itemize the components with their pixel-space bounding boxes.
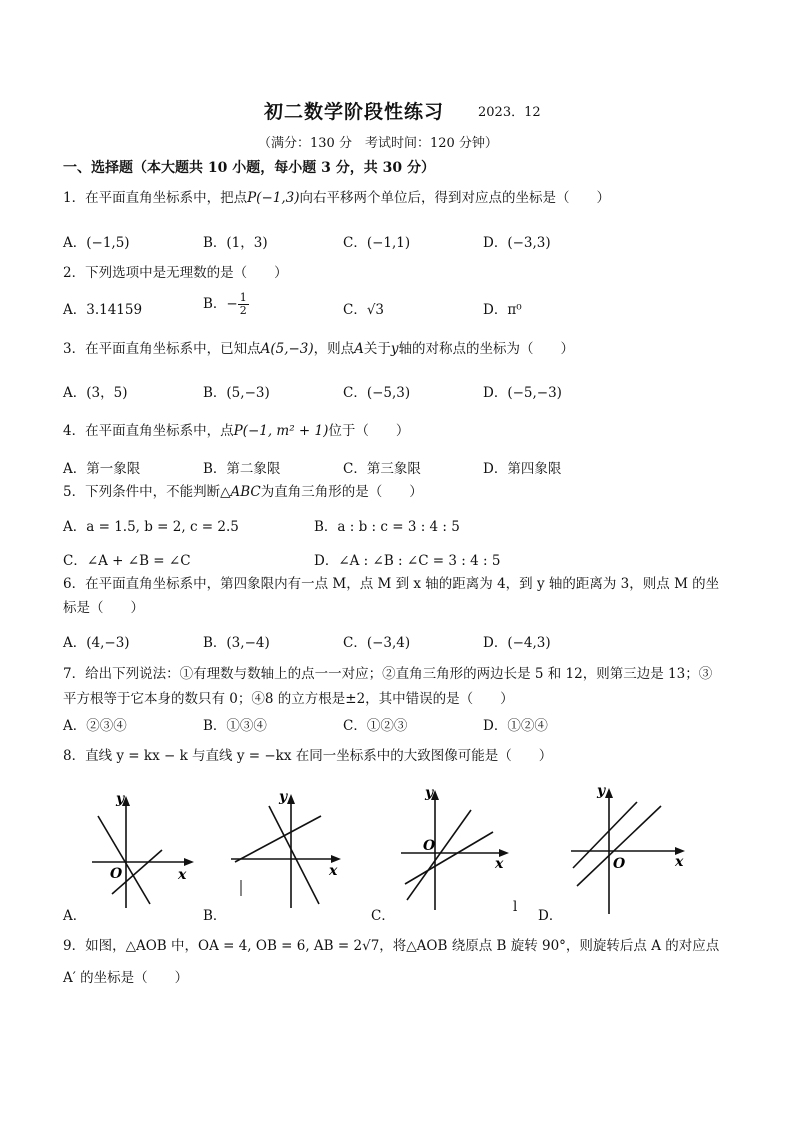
- option-5-c[interactable]: C．∠A + ∠B = ∠C: [63, 553, 191, 569]
- question-2: 2．下列选项中是无理数的是（ ）: [63, 265, 288, 281]
- option-3-c[interactable]: C．(−5,3): [343, 385, 411, 401]
- question-3-stem-d: 轴的对称点的坐标为（ ）: [398, 341, 575, 357]
- option-1-b[interactable]: B．(1，3): [203, 235, 268, 251]
- question-7-line-2: 平方根等于它本身的数只有 0；④8 的立方根是±2，其中错误的是（ ）: [63, 691, 514, 707]
- option-6-a[interactable]: A．(4,−3): [63, 635, 130, 651]
- option-8-c[interactable]: C．: [371, 908, 395, 924]
- question-4-stem-a: 4．在平面直角坐标系中，点: [63, 423, 234, 439]
- option-5-a[interactable]: A．a = 1.5, b = 2, c = 2.5: [63, 519, 239, 535]
- fraction-numerator: 1: [239, 291, 247, 304]
- option-6-d[interactable]: D．(−4,3): [483, 635, 551, 651]
- option-4-c[interactable]: C．第三象限: [343, 461, 421, 477]
- graph-d: [565, 778, 695, 918]
- question-3-axis: y: [390, 341, 399, 357]
- option-2-b-fraction: [238, 292, 249, 317]
- question-4-point: P(−1, m² + 1): [233, 423, 329, 439]
- option-4-a[interactable]: A．第一象限: [63, 461, 141, 477]
- x-axis-arrow-icon: [331, 855, 341, 863]
- origin-label: O: [423, 838, 436, 854]
- question-3-point-a: A: [354, 341, 364, 357]
- question-1: [63, 188, 610, 208]
- exam-info: （满分：130 分 考试时间：120 分钟）: [258, 136, 498, 151]
- y-label: y: [279, 789, 288, 805]
- question-9-line-1: 9．如图，△AOB 中，OA = 4, OB = 6, AB = 2√7，将△AOB 绕原点 B 旋转 90°，则旋转后点 A 的对应点: [63, 938, 720, 954]
- option-7-a[interactable]: A．②③④: [63, 718, 127, 734]
- option-5-b[interactable]: B．a : b : c = 3 : 4 : 5: [314, 519, 460, 535]
- question-3-stem-a: 3．在平面直角坐标系中，已知点: [63, 341, 261, 357]
- line-1: [573, 802, 637, 868]
- origin-label: O: [613, 856, 626, 872]
- origin-label: O: [110, 866, 123, 882]
- x-label: x: [329, 863, 338, 879]
- question-7-line-1: 7．给出下列说法：①有理数与数轴上的点一一对应；②直角三角形的两边长是 5 和 12，则第三边是 13；③: [63, 666, 713, 682]
- x-axis-arrow-icon: [184, 858, 194, 866]
- option-2-b-label: B．−: [203, 296, 238, 312]
- option-1-a[interactable]: A．(−1,5): [63, 235, 130, 251]
- x-label: x: [675, 854, 684, 870]
- option-4-d[interactable]: D．第四象限: [483, 461, 562, 477]
- y-label: y: [597, 783, 606, 799]
- option-6-b[interactable]: B．(3,−4): [203, 635, 270, 651]
- y-label: y: [425, 785, 434, 801]
- y-axis-arrow-icon: [605, 788, 613, 798]
- y-label: y: [116, 791, 125, 807]
- question-3-point: A(5,−3): [260, 341, 314, 357]
- graph-b: [225, 784, 350, 914]
- option-2-c[interactable]: C．√3: [343, 302, 385, 318]
- option-3-b[interactable]: B．(5,−3): [203, 385, 270, 401]
- question-3-stem-c: 关于: [363, 341, 391, 357]
- section-heading: 一、选择题（本大题共 10 小题，每小题 3 分，共 30 分）: [63, 160, 435, 176]
- line-1: [98, 816, 150, 904]
- question-5: [63, 482, 423, 502]
- question-1-stem-b: 向右平移两个单位后，得到对应点的坐标是（ ）: [299, 190, 610, 206]
- option-7-b[interactable]: B．①③④: [203, 718, 267, 734]
- graph-a: [80, 786, 200, 916]
- exam-date: 2023．12: [478, 105, 541, 120]
- option-6-c[interactable]: C．(−3,4): [343, 635, 411, 651]
- y-axis-arrow-icon: [287, 794, 295, 804]
- option-3-d[interactable]: D．(−5,−3): [483, 385, 562, 401]
- option-7-c[interactable]: C．①②③: [343, 718, 408, 734]
- question-1-point: P(−1,3): [247, 190, 300, 206]
- option-1-d[interactable]: D．(−3,3): [483, 235, 551, 251]
- line-2: [577, 806, 661, 886]
- question-5-stem-a: 5．下列条件中，不能判断: [63, 484, 221, 500]
- option-3-a[interactable]: A．(3，5): [63, 385, 128, 401]
- question-6-line-2: 标是（ ）: [63, 600, 144, 616]
- x-label: x: [178, 867, 187, 883]
- question-4: [63, 421, 409, 441]
- option-7-d[interactable]: D．①②④: [483, 718, 548, 734]
- question-4-stem-b: 位于（ ）: [328, 423, 410, 439]
- option-8-a[interactable]: A．: [63, 908, 87, 924]
- question-3-stem-b: ，则点: [313, 341, 355, 357]
- option-2-a[interactable]: A．3.14159: [63, 302, 143, 318]
- question-5-triangle: △ABC: [220, 484, 261, 500]
- question-1-stem-a: 1．在平面直角坐标系中，把点: [63, 190, 248, 206]
- question-6-line-1: 6．在平面直角坐标系中，第四象限内有一点 M，点 M 到 x 轴的距离为 4，到 y 轴的距离为 3，则点 M 的坐: [63, 576, 720, 592]
- page-title: 初二数学阶段性练习: [264, 101, 445, 123]
- graph-c: [393, 780, 518, 915]
- question-9-line-2: A′ 的坐标是（ ）: [63, 970, 189, 986]
- option-4-b[interactable]: B．第二象限: [203, 461, 281, 477]
- option-8-d[interactable]: D．: [538, 908, 563, 924]
- stray-mark: l: [513, 899, 518, 915]
- option-1-c[interactable]: C．(−1,1): [343, 235, 411, 251]
- option-8-b[interactable]: B．: [203, 908, 227, 924]
- option-2-d[interactable]: D．π⁰: [483, 302, 522, 318]
- x-label: x: [495, 856, 504, 872]
- option-5-d[interactable]: D．∠A : ∠B : ∠C = 3 : 4 : 5: [314, 553, 501, 569]
- question-8: 8．直线 y = kx − k 与直线 y = −kx 在同一坐标系中的大致图像可能是（ ）: [63, 748, 553, 764]
- line-1: [407, 810, 471, 900]
- option-2-b[interactable]: [203, 292, 249, 317]
- question-5-stem-b: 为直角三角形的是（ ）: [260, 484, 423, 500]
- question-3: [63, 339, 574, 359]
- fraction-denominator: 2: [239, 304, 247, 317]
